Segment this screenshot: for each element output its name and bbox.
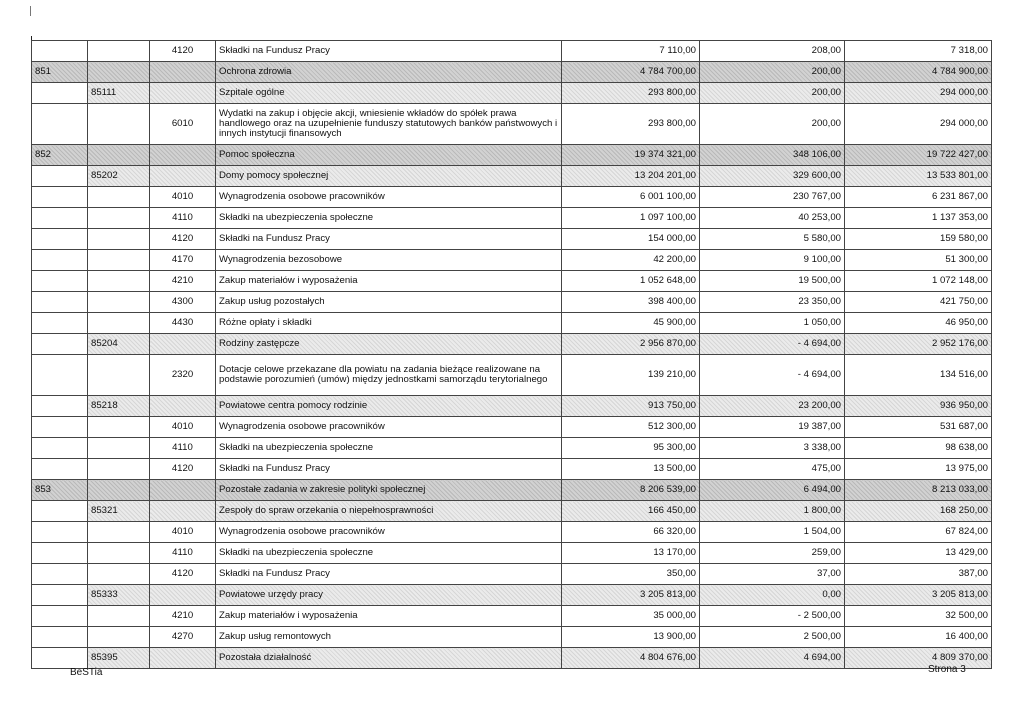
- item-name-cell: Składki na ubezpieczenia społeczne: [216, 438, 562, 459]
- paragraph-code-cell: [150, 334, 216, 355]
- chapter-code-cell: [88, 145, 150, 166]
- plan-amount-cell: 66 320,00: [562, 522, 700, 543]
- plan-amount-cell: 166 450,00: [562, 501, 700, 522]
- chapter-code-cell: [88, 417, 150, 438]
- section-code-cell: [32, 250, 88, 271]
- amount-after-change-cell: 19 722 427,00: [845, 145, 992, 166]
- paragraph-code-cell: 4120: [150, 459, 216, 480]
- plan-amount-cell: 3 205 813,00: [562, 585, 700, 606]
- section-code-cell: [32, 522, 88, 543]
- paragraph-code-cell: 4010: [150, 522, 216, 543]
- plan-amount-cell: 13 900,00: [562, 627, 700, 648]
- paragraph-code-cell: 4010: [150, 187, 216, 208]
- section-row: [32, 62, 992, 83]
- change-amount-cell: 230 767,00: [700, 187, 845, 208]
- section-row: [32, 480, 992, 501]
- paragraph-code-cell: 4210: [150, 606, 216, 627]
- table-row: [32, 522, 992, 543]
- change-amount-cell: 259,00: [700, 543, 845, 564]
- plan-amount-cell: 913 750,00: [562, 396, 700, 417]
- plan-amount-cell: 19 374 321,00: [562, 145, 700, 166]
- plan-amount-cell: 293 800,00: [562, 104, 700, 145]
- paragraph-code-cell: 4120: [150, 564, 216, 585]
- table-row: [32, 417, 992, 438]
- plan-amount-cell: 13 204 201,00: [562, 166, 700, 187]
- plan-amount-cell: 350,00: [562, 564, 700, 585]
- chapter-code-cell: [88, 564, 150, 585]
- section-code-cell: [32, 187, 88, 208]
- item-name-cell: Pomoc społeczna: [216, 145, 562, 166]
- table-row: [32, 313, 992, 334]
- table-row: [32, 459, 992, 480]
- change-amount-cell: - 2 500,00: [700, 606, 845, 627]
- plan-amount-cell: 293 800,00: [562, 83, 700, 104]
- chapter-code-cell: [88, 355, 150, 396]
- section-code-cell: [32, 459, 88, 480]
- chapter-code-cell: [88, 606, 150, 627]
- plan-amount-cell: 512 300,00: [562, 417, 700, 438]
- section-code-cell: [32, 313, 88, 334]
- plan-amount-cell: 95 300,00: [562, 438, 700, 459]
- plan-amount-cell: 139 210,00: [562, 355, 700, 396]
- item-name-cell: Wynagrodzenia osobowe pracowników: [216, 522, 562, 543]
- section-code-cell: [32, 627, 88, 648]
- item-name-cell: Powiatowe centra pomocy rodzinie: [216, 396, 562, 417]
- amount-after-change-cell: 421 750,00: [845, 292, 992, 313]
- plan-amount-cell: 4 784 700,00: [562, 62, 700, 83]
- chapter-row: [32, 166, 992, 187]
- amount-after-change-cell: 4 809 370,00: [845, 648, 992, 669]
- amount-after-change-cell: 13 975,00: [845, 459, 992, 480]
- plan-amount-cell: 154 000,00: [562, 229, 700, 250]
- section-code-cell: 852: [32, 145, 88, 166]
- chapter-code-cell: [88, 208, 150, 229]
- amount-after-change-cell: 13 533 801,00: [845, 166, 992, 187]
- plan-amount-cell: 6 001 100,00: [562, 187, 700, 208]
- plan-amount-cell: 7 110,00: [562, 41, 700, 62]
- amount-after-change-cell: 3 205 813,00: [845, 585, 992, 606]
- chapter-code-cell: [88, 41, 150, 62]
- plan-amount-cell: 42 200,00: [562, 250, 700, 271]
- amount-after-change-cell: 13 429,00: [845, 543, 992, 564]
- table-row: [32, 438, 992, 459]
- item-name-cell: Pozostała działalność: [216, 648, 562, 669]
- amount-after-change-cell: 134 516,00: [845, 355, 992, 396]
- amount-after-change-cell: 294 000,00: [845, 83, 992, 104]
- plan-amount-cell: 1 097 100,00: [562, 208, 700, 229]
- chapter-row: [32, 83, 992, 104]
- change-amount-cell: 4 694,00: [700, 648, 845, 669]
- paragraph-code-cell: 4430: [150, 313, 216, 334]
- table-row: [32, 41, 992, 62]
- change-amount-cell: 19 500,00: [700, 271, 845, 292]
- item-name-cell: Składki na Fundusz Pracy: [216, 229, 562, 250]
- section-code-cell: [32, 585, 88, 606]
- section-code-cell: [32, 83, 88, 104]
- plan-amount-cell: 13 170,00: [562, 543, 700, 564]
- table-row: [32, 355, 992, 396]
- section-code-cell: 853: [32, 480, 88, 501]
- amount-after-change-cell: 294 000,00: [845, 104, 992, 145]
- section-code-cell: [32, 208, 88, 229]
- table-row: [32, 627, 992, 648]
- paragraph-code-cell: 4300: [150, 292, 216, 313]
- plan-amount-cell: 35 000,00: [562, 606, 700, 627]
- paragraph-code-cell: [150, 62, 216, 83]
- item-name-cell: Ochrona zdrowia: [216, 62, 562, 83]
- change-amount-cell: 1 504,00: [700, 522, 845, 543]
- section-code-cell: [32, 606, 88, 627]
- item-name-cell: Powiatowe urzędy pracy: [216, 585, 562, 606]
- section-code-cell: [32, 438, 88, 459]
- chapter-code-cell: [88, 292, 150, 313]
- amount-after-change-cell: 531 687,00: [845, 417, 992, 438]
- plan-amount-cell: 2 956 870,00: [562, 334, 700, 355]
- change-amount-cell: 200,00: [700, 62, 845, 83]
- item-name-cell: Wynagrodzenia osobowe pracowników: [216, 417, 562, 438]
- amount-after-change-cell: 159 580,00: [845, 229, 992, 250]
- amount-after-change-cell: 51 300,00: [845, 250, 992, 271]
- amount-after-change-cell: 936 950,00: [845, 396, 992, 417]
- table-row: [32, 271, 992, 292]
- item-name-cell: Składki na Fundusz Pracy: [216, 564, 562, 585]
- paragraph-code-cell: [150, 145, 216, 166]
- plan-amount-cell: 13 500,00: [562, 459, 700, 480]
- section-code-cell: [32, 292, 88, 313]
- change-amount-cell: 348 106,00: [700, 145, 845, 166]
- change-amount-cell: 23 200,00: [700, 396, 845, 417]
- change-amount-cell: 1 050,00: [700, 313, 845, 334]
- chapter-code-cell: 85218: [88, 396, 150, 417]
- paragraph-code-cell: [150, 83, 216, 104]
- change-amount-cell: 1 800,00: [700, 501, 845, 522]
- section-code-cell: 851: [32, 62, 88, 83]
- change-amount-cell: 208,00: [700, 41, 845, 62]
- item-name-cell: Szpitale ogólne: [216, 83, 562, 104]
- section-code-cell: [32, 104, 88, 145]
- change-amount-cell: 2 500,00: [700, 627, 845, 648]
- chapter-row: [32, 396, 992, 417]
- change-amount-cell: 5 580,00: [700, 229, 845, 250]
- change-amount-cell: 37,00: [700, 564, 845, 585]
- item-name-cell: Zespoły do spraw orzekania o niepełnosprawności: [216, 501, 562, 522]
- table-row: [32, 564, 992, 585]
- chapter-code-cell: [88, 62, 150, 83]
- budget-table: [31, 40, 992, 669]
- item-name-cell: Różne opłaty i składki: [216, 313, 562, 334]
- change-amount-cell: - 4 694,00: [700, 355, 845, 396]
- item-name-cell: Rodziny zastępcze: [216, 334, 562, 355]
- change-amount-cell: 329 600,00: [700, 166, 845, 187]
- section-code-cell: [32, 41, 88, 62]
- item-name-cell: Składki na ubezpieczenia społeczne: [216, 543, 562, 564]
- item-name-cell: Zakup usług pozostałych: [216, 292, 562, 313]
- chapter-code-cell: [88, 271, 150, 292]
- section-code-cell: [32, 417, 88, 438]
- amount-after-change-cell: 387,00: [845, 564, 992, 585]
- item-name-cell: Zakup materiałów i wyposażenia: [216, 606, 562, 627]
- footer-page-number: Strona 3: [928, 664, 966, 675]
- plan-amount-cell: 1 052 648,00: [562, 271, 700, 292]
- change-amount-cell: 40 253,00: [700, 208, 845, 229]
- paragraph-code-cell: 4120: [150, 41, 216, 62]
- paragraph-code-cell: 4110: [150, 208, 216, 229]
- amount-after-change-cell: 32 500,00: [845, 606, 992, 627]
- table-row: [32, 543, 992, 564]
- section-code-cell: [32, 543, 88, 564]
- change-amount-cell: 0,00: [700, 585, 845, 606]
- chapter-code-cell: [88, 627, 150, 648]
- table-row: [32, 229, 992, 250]
- change-amount-cell: 9 100,00: [700, 250, 845, 271]
- amount-after-change-cell: 98 638,00: [845, 438, 992, 459]
- change-amount-cell: 23 350,00: [700, 292, 845, 313]
- amount-after-change-cell: 8 213 033,00: [845, 480, 992, 501]
- change-amount-cell: 200,00: [700, 104, 845, 145]
- chapter-code-cell: [88, 543, 150, 564]
- amount-after-change-cell: 1 137 353,00: [845, 208, 992, 229]
- chapter-code-cell: [88, 104, 150, 145]
- amount-after-change-cell: 67 824,00: [845, 522, 992, 543]
- item-name-cell: Składki na ubezpieczenia społeczne: [216, 208, 562, 229]
- chapter-code-cell: [88, 229, 150, 250]
- paragraph-code-cell: 4110: [150, 438, 216, 459]
- chapter-row: [32, 585, 992, 606]
- item-name-cell: Składki na Fundusz Pracy: [216, 41, 562, 62]
- table-row: [32, 292, 992, 313]
- plan-amount-cell: 4 804 676,00: [562, 648, 700, 669]
- paragraph-code-cell: [150, 648, 216, 669]
- footer-software-name: BeSTia: [70, 667, 103, 678]
- table-row: [32, 208, 992, 229]
- paragraph-code-cell: 6010: [150, 104, 216, 145]
- section-code-cell: [32, 648, 88, 669]
- plan-amount-cell: 8 206 539,00: [562, 480, 700, 501]
- change-amount-cell: 6 494,00: [700, 480, 845, 501]
- scan-mark: [30, 6, 31, 16]
- paragraph-code-cell: [150, 480, 216, 501]
- section-row: [32, 145, 992, 166]
- section-code-cell: [32, 396, 88, 417]
- chapter-code-cell: 85111: [88, 83, 150, 104]
- section-code-cell: [32, 564, 88, 585]
- table-row: [32, 187, 992, 208]
- chapter-code-cell: [88, 522, 150, 543]
- item-name-cell: Pozostałe zadania w zakresie polityki społecznej: [216, 480, 562, 501]
- table-row: [32, 104, 992, 145]
- amount-after-change-cell: 2 952 176,00: [845, 334, 992, 355]
- paragraph-code-cell: 4110: [150, 543, 216, 564]
- amount-after-change-cell: 6 231 867,00: [845, 187, 992, 208]
- table-row: [32, 250, 992, 271]
- amount-after-change-cell: 46 950,00: [845, 313, 992, 334]
- chapter-code-cell: [88, 250, 150, 271]
- item-name-cell: Zakup materiałów i wyposażenia: [216, 271, 562, 292]
- paragraph-code-cell: 2320: [150, 355, 216, 396]
- section-code-cell: [32, 229, 88, 250]
- amount-after-change-cell: 4 784 900,00: [845, 62, 992, 83]
- budget-table-body: [32, 41, 992, 669]
- chapter-code-cell: 85204: [88, 334, 150, 355]
- chapter-code-cell: [88, 459, 150, 480]
- chapter-code-cell: 85202: [88, 166, 150, 187]
- paragraph-code-cell: 4010: [150, 417, 216, 438]
- item-name-cell: Domy pomocy społecznej: [216, 166, 562, 187]
- item-name-cell: Wynagrodzenia osobowe pracowników: [216, 187, 562, 208]
- paragraph-code-cell: 4210: [150, 271, 216, 292]
- chapter-row: [32, 648, 992, 669]
- paragraph-code-cell: [150, 396, 216, 417]
- plan-amount-cell: 398 400,00: [562, 292, 700, 313]
- item-name-cell: Wydatki na zakup i objęcie akcji, wniesienie wkładów do spółek prawa handlowego oraz na uzupełnienie funduszy statutowych banków państwowych i innych instytucji finansowych: [216, 104, 562, 145]
- amount-after-change-cell: 16 400,00: [845, 627, 992, 648]
- item-name-cell: Dotacje celowe przekazane dla powiatu na zadania bieżące realizowane na podstawie porozumień (umów) między jednostkami samorządu terytorialnego: [216, 355, 562, 396]
- chapter-code-cell: [88, 480, 150, 501]
- section-code-cell: [32, 166, 88, 187]
- change-amount-cell: 19 387,00: [700, 417, 845, 438]
- item-name-cell: Zakup usług remontowych: [216, 627, 562, 648]
- chapter-row: [32, 334, 992, 355]
- item-name-cell: Składki na Fundusz Pracy: [216, 459, 562, 480]
- chapter-code-cell: 85395: [88, 648, 150, 669]
- chapter-row: [32, 501, 992, 522]
- section-code-cell: [32, 271, 88, 292]
- change-amount-cell: 475,00: [700, 459, 845, 480]
- item-name-cell: Wynagrodzenia bezosobowe: [216, 250, 562, 271]
- section-code-cell: [32, 501, 88, 522]
- amount-after-change-cell: 7 318,00: [845, 41, 992, 62]
- chapter-code-cell: 85333: [88, 585, 150, 606]
- section-code-cell: [32, 355, 88, 396]
- plan-amount-cell: 45 900,00: [562, 313, 700, 334]
- table-row: [32, 606, 992, 627]
- section-code-cell: [32, 334, 88, 355]
- paragraph-code-cell: 4170: [150, 250, 216, 271]
- amount-after-change-cell: 168 250,00: [845, 501, 992, 522]
- chapter-code-cell: 85321: [88, 501, 150, 522]
- paragraph-code-cell: 4270: [150, 627, 216, 648]
- amount-after-change-cell: 1 072 148,00: [845, 271, 992, 292]
- change-amount-cell: 3 338,00: [700, 438, 845, 459]
- chapter-code-cell: [88, 313, 150, 334]
- paragraph-code-cell: [150, 501, 216, 522]
- paragraph-code-cell: [150, 166, 216, 187]
- chapter-code-cell: [88, 438, 150, 459]
- paragraph-code-cell: [150, 585, 216, 606]
- change-amount-cell: 200,00: [700, 83, 845, 104]
- paragraph-code-cell: 4120: [150, 229, 216, 250]
- chapter-code-cell: [88, 187, 150, 208]
- change-amount-cell: - 4 694,00: [700, 334, 845, 355]
